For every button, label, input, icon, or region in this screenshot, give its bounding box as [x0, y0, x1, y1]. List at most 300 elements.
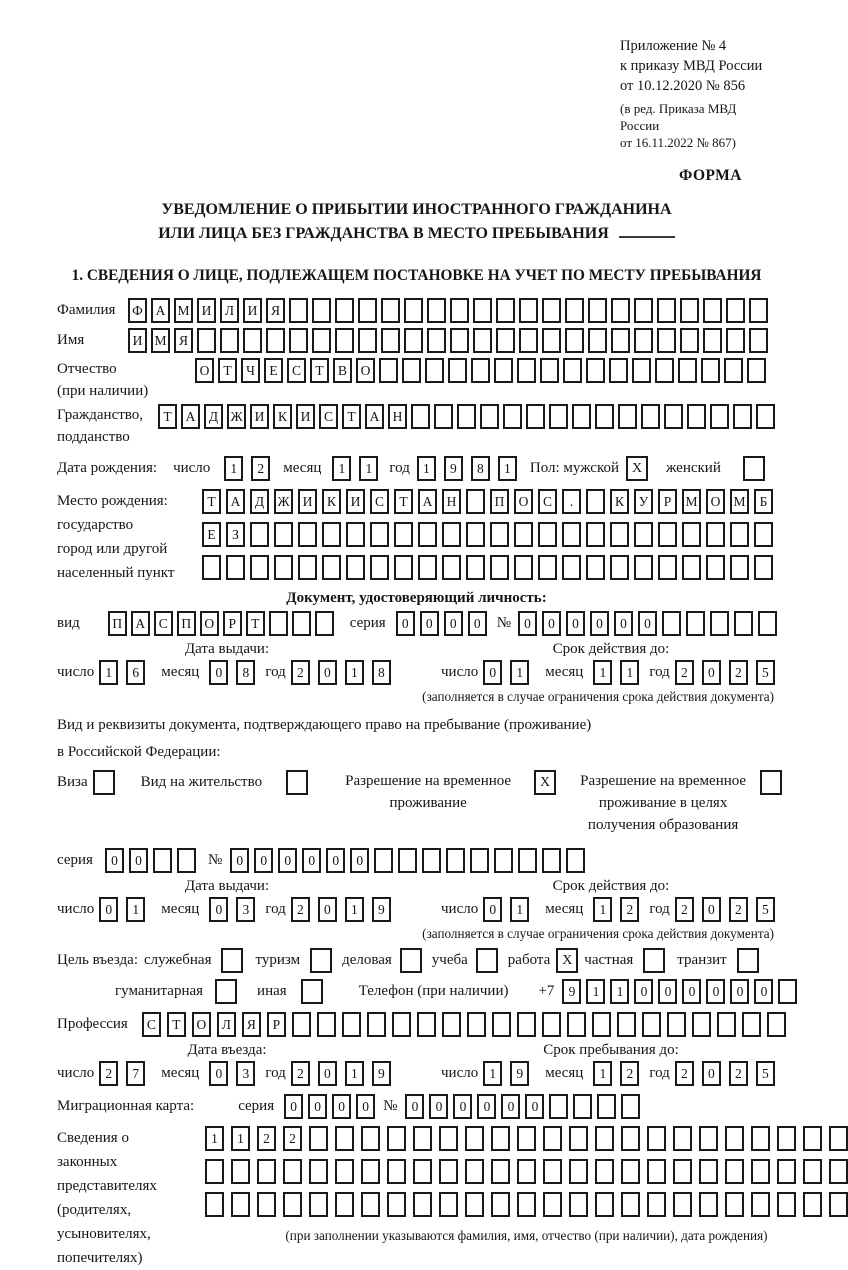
char-box[interactable]: [518, 848, 537, 873]
char-box[interactable]: [586, 358, 605, 383]
char-box[interactable]: 0: [614, 611, 633, 636]
char-box[interactable]: О: [356, 358, 375, 383]
char-box[interactable]: [494, 848, 513, 873]
char-box[interactable]: П: [108, 611, 127, 636]
char-box[interactable]: [335, 1159, 354, 1184]
char-box[interactable]: [634, 328, 653, 353]
char-box[interactable]: [322, 555, 341, 580]
char-box[interactable]: [621, 1094, 640, 1119]
char-box[interactable]: [673, 1126, 692, 1151]
char-box[interactable]: [317, 1012, 336, 1037]
char-box[interactable]: [394, 555, 413, 580]
char-box[interactable]: [473, 298, 492, 323]
char-box[interactable]: [647, 1126, 666, 1151]
char-box[interactable]: [446, 848, 465, 873]
char-box[interactable]: 1: [586, 979, 605, 1004]
char-box[interactable]: [257, 1159, 276, 1184]
char-box[interactable]: [457, 404, 476, 429]
char-box[interactable]: [519, 328, 538, 353]
char-box[interactable]: [565, 328, 584, 353]
char-box[interactable]: [361, 1192, 380, 1217]
char-box[interactable]: [480, 404, 499, 429]
char-box[interactable]: [655, 358, 674, 383]
char-box[interactable]: 2: [729, 660, 748, 685]
char-box[interactable]: 1: [126, 897, 145, 922]
char-box[interactable]: [566, 848, 585, 873]
char-box[interactable]: 2: [291, 1061, 310, 1086]
char-box[interactable]: А: [418, 489, 437, 514]
char-box[interactable]: [710, 611, 729, 636]
char-box[interactable]: [778, 979, 797, 1004]
char-box[interactable]: 1: [593, 897, 612, 922]
char-box[interactable]: Ж: [227, 404, 246, 429]
char-box[interactable]: [514, 522, 533, 547]
char-box[interactable]: [418, 522, 437, 547]
char-box[interactable]: Р: [223, 611, 242, 636]
char-box[interactable]: Е: [264, 358, 283, 383]
char-box[interactable]: 0: [658, 979, 677, 1004]
char-box[interactable]: [562, 555, 581, 580]
char-box[interactable]: 2: [283, 1126, 302, 1151]
char-box[interactable]: И: [298, 489, 317, 514]
char-box[interactable]: [387, 1192, 406, 1217]
char-box[interactable]: [367, 1012, 386, 1037]
char-box[interactable]: [829, 1159, 848, 1184]
char-box[interactable]: 2: [251, 456, 270, 481]
char-box[interactable]: У: [634, 489, 653, 514]
purpose-study-checkbox[interactable]: [476, 948, 498, 973]
char-box[interactable]: 5: [756, 897, 775, 922]
char-box[interactable]: [250, 522, 269, 547]
char-box[interactable]: 0: [566, 611, 585, 636]
char-box[interactable]: [404, 328, 423, 353]
char-box[interactable]: [595, 1159, 614, 1184]
char-box[interactable]: Н: [442, 489, 461, 514]
char-box[interactable]: 9: [510, 1061, 529, 1086]
char-box[interactable]: [226, 555, 245, 580]
char-box[interactable]: 1: [610, 979, 629, 1004]
char-box[interactable]: [427, 298, 446, 323]
char-box[interactable]: [632, 358, 651, 383]
char-box[interactable]: М: [730, 489, 749, 514]
char-box[interactable]: 0: [702, 897, 721, 922]
char-box[interactable]: 9: [444, 456, 463, 481]
char-box[interactable]: [538, 522, 557, 547]
char-box[interactable]: 1: [205, 1126, 224, 1151]
char-box[interactable]: [611, 328, 630, 353]
char-box[interactable]: [292, 1012, 311, 1037]
char-box[interactable]: [312, 298, 331, 323]
char-box[interactable]: [491, 1159, 510, 1184]
char-box[interactable]: [439, 1159, 458, 1184]
char-box[interactable]: А: [131, 611, 150, 636]
char-box[interactable]: [346, 555, 365, 580]
char-box[interactable]: 0: [209, 1061, 228, 1086]
char-box[interactable]: [387, 1126, 406, 1151]
char-box[interactable]: [422, 848, 441, 873]
char-box[interactable]: 3: [236, 1061, 255, 1086]
char-box[interactable]: [398, 848, 417, 873]
char-box[interactable]: 0: [99, 897, 118, 922]
char-box[interactable]: [569, 1192, 588, 1217]
char-box[interactable]: [777, 1159, 796, 1184]
char-box[interactable]: Р: [267, 1012, 286, 1037]
char-box[interactable]: 0: [405, 1094, 424, 1119]
char-box[interactable]: [442, 1012, 461, 1037]
char-box[interactable]: [667, 1012, 686, 1037]
char-box[interactable]: 0: [318, 1061, 337, 1086]
residence-permit-checkbox[interactable]: [286, 770, 308, 795]
char-box[interactable]: Т: [158, 404, 177, 429]
char-box[interactable]: Т: [167, 1012, 186, 1037]
char-box[interactable]: 0: [356, 1094, 375, 1119]
char-box[interactable]: [491, 1192, 510, 1217]
char-box[interactable]: [592, 1012, 611, 1037]
char-box[interactable]: 2: [675, 1061, 694, 1086]
char-box[interactable]: 0: [682, 979, 701, 1004]
char-box[interactable]: 0: [302, 848, 321, 873]
char-box[interactable]: [517, 1126, 536, 1151]
char-box[interactable]: П: [490, 489, 509, 514]
char-box[interactable]: [699, 1126, 718, 1151]
char-box[interactable]: [678, 358, 697, 383]
char-box[interactable]: [370, 522, 389, 547]
char-box[interactable]: 2: [729, 1061, 748, 1086]
char-box[interactable]: [751, 1159, 770, 1184]
char-box[interactable]: А: [365, 404, 384, 429]
char-box[interactable]: [747, 358, 766, 383]
char-box[interactable]: [647, 1159, 666, 1184]
char-box[interactable]: [542, 298, 561, 323]
char-box[interactable]: [450, 298, 469, 323]
char-box[interactable]: [315, 611, 334, 636]
purpose-tourism-checkbox[interactable]: [310, 948, 332, 973]
char-box[interactable]: [673, 1159, 692, 1184]
char-box[interactable]: [634, 555, 653, 580]
char-box[interactable]: 0: [706, 979, 725, 1004]
char-box[interactable]: [425, 358, 444, 383]
char-box[interactable]: [490, 522, 509, 547]
visa-checkbox[interactable]: [93, 770, 115, 795]
char-box[interactable]: [517, 1159, 536, 1184]
char-box[interactable]: [829, 1192, 848, 1217]
char-box[interactable]: [322, 522, 341, 547]
char-box[interactable]: [496, 298, 515, 323]
char-box[interactable]: Т: [310, 358, 329, 383]
char-box[interactable]: П: [177, 611, 196, 636]
char-box[interactable]: [680, 328, 699, 353]
char-box[interactable]: [442, 555, 461, 580]
char-box[interactable]: [611, 298, 630, 323]
char-box[interactable]: 2: [257, 1126, 276, 1151]
char-box[interactable]: 0: [518, 611, 537, 636]
char-box[interactable]: [465, 1192, 484, 1217]
char-box[interactable]: [381, 298, 400, 323]
char-box[interactable]: 2: [99, 1061, 118, 1086]
char-box[interactable]: 0: [429, 1094, 448, 1119]
char-box[interactable]: [439, 1192, 458, 1217]
char-box[interactable]: [519, 298, 538, 323]
char-box[interactable]: О: [514, 489, 533, 514]
char-box[interactable]: [657, 328, 676, 353]
char-box[interactable]: И: [243, 298, 262, 323]
char-box[interactable]: [517, 1192, 536, 1217]
char-box[interactable]: [777, 1126, 796, 1151]
char-box[interactable]: [466, 555, 485, 580]
char-box[interactable]: 8: [372, 660, 391, 685]
char-box[interactable]: 9: [372, 897, 391, 922]
char-box[interactable]: [205, 1192, 224, 1217]
char-box[interactable]: [595, 404, 614, 429]
char-box[interactable]: [335, 328, 354, 353]
char-box[interactable]: [411, 404, 430, 429]
char-box[interactable]: [413, 1192, 432, 1217]
char-box[interactable]: Д: [204, 404, 223, 429]
char-box[interactable]: [588, 298, 607, 323]
char-box[interactable]: 2: [620, 897, 639, 922]
gender-female-checkbox[interactable]: [743, 456, 765, 481]
char-box[interactable]: А: [226, 489, 245, 514]
char-box[interactable]: 0: [754, 979, 773, 1004]
char-box[interactable]: Л: [220, 298, 239, 323]
char-box[interactable]: 0: [254, 848, 273, 873]
char-box[interactable]: [442, 522, 461, 547]
char-box[interactable]: [402, 358, 421, 383]
char-box[interactable]: [617, 1012, 636, 1037]
char-box[interactable]: [706, 555, 725, 580]
char-box[interactable]: 1: [417, 456, 436, 481]
char-box[interactable]: [231, 1159, 250, 1184]
char-box[interactable]: 8: [236, 660, 255, 685]
char-box[interactable]: [680, 298, 699, 323]
char-box[interactable]: [618, 404, 637, 429]
char-box[interactable]: [492, 1012, 511, 1037]
char-box[interactable]: [413, 1159, 432, 1184]
purpose-private-checkbox[interactable]: [643, 948, 665, 973]
char-box[interactable]: [289, 328, 308, 353]
char-box[interactable]: Л: [217, 1012, 236, 1037]
char-box[interactable]: 1: [593, 1061, 612, 1086]
char-box[interactable]: Ф: [128, 298, 147, 323]
char-box[interactable]: С: [154, 611, 173, 636]
char-box[interactable]: 0: [453, 1094, 472, 1119]
char-box[interactable]: [758, 611, 777, 636]
char-box[interactable]: [289, 298, 308, 323]
char-box[interactable]: И: [128, 328, 147, 353]
char-box[interactable]: [418, 555, 437, 580]
char-box[interactable]: [642, 1012, 661, 1037]
char-box[interactable]: 1: [510, 897, 529, 922]
char-box[interactable]: [465, 1126, 484, 1151]
char-box[interactable]: [473, 328, 492, 353]
char-box[interactable]: [662, 611, 681, 636]
char-box[interactable]: [470, 848, 489, 873]
purpose-transit-checkbox[interactable]: [737, 948, 759, 973]
char-box[interactable]: 1: [510, 660, 529, 685]
char-box[interactable]: [563, 358, 582, 383]
char-box[interactable]: М: [151, 328, 170, 353]
char-box[interactable]: [717, 1012, 736, 1037]
char-box[interactable]: З: [226, 522, 245, 547]
char-box[interactable]: .: [562, 489, 581, 514]
char-box[interactable]: [699, 1159, 718, 1184]
char-box[interactable]: 5: [756, 660, 775, 685]
char-box[interactable]: С: [142, 1012, 161, 1037]
char-box[interactable]: [312, 328, 331, 353]
char-box[interactable]: Р: [658, 489, 677, 514]
char-box[interactable]: 1: [359, 456, 378, 481]
char-box[interactable]: [202, 555, 221, 580]
char-box[interactable]: 9: [372, 1061, 391, 1086]
char-box[interactable]: [742, 1012, 761, 1037]
char-box[interactable]: [549, 1094, 568, 1119]
char-box[interactable]: [777, 1192, 796, 1217]
char-box[interactable]: О: [192, 1012, 211, 1037]
char-box[interactable]: Я: [242, 1012, 261, 1037]
char-box[interactable]: И: [197, 298, 216, 323]
char-box[interactable]: [448, 358, 467, 383]
char-box[interactable]: [686, 611, 705, 636]
char-box[interactable]: [274, 522, 293, 547]
char-box[interactable]: [724, 358, 743, 383]
char-box[interactable]: [381, 328, 400, 353]
char-box[interactable]: [197, 328, 216, 353]
char-box[interactable]: [309, 1126, 328, 1151]
char-box[interactable]: 1: [224, 456, 243, 481]
char-box[interactable]: [595, 1192, 614, 1217]
char-box[interactable]: [634, 522, 653, 547]
char-box[interactable]: Н: [388, 404, 407, 429]
char-box[interactable]: [569, 1159, 588, 1184]
char-box[interactable]: [417, 1012, 436, 1037]
char-box[interactable]: [567, 1012, 586, 1037]
char-box[interactable]: [298, 555, 317, 580]
char-box[interactable]: [767, 1012, 786, 1037]
char-box[interactable]: С: [370, 489, 389, 514]
char-box[interactable]: 8: [471, 456, 490, 481]
char-box[interactable]: [701, 358, 720, 383]
char-box[interactable]: 0: [542, 611, 561, 636]
char-box[interactable]: [370, 555, 389, 580]
char-box[interactable]: [292, 611, 311, 636]
char-box[interactable]: [803, 1192, 822, 1217]
char-box[interactable]: Т: [342, 404, 361, 429]
char-box[interactable]: [803, 1159, 822, 1184]
char-box[interactable]: [358, 298, 377, 323]
char-box[interactable]: [586, 489, 605, 514]
char-box[interactable]: 0: [350, 848, 369, 873]
char-box[interactable]: [503, 404, 522, 429]
char-box[interactable]: [682, 555, 701, 580]
char-box[interactable]: [829, 1126, 848, 1151]
char-box[interactable]: 2: [675, 897, 694, 922]
char-box[interactable]: 1: [99, 660, 118, 685]
char-box[interactable]: [664, 404, 683, 429]
char-box[interactable]: [309, 1192, 328, 1217]
char-box[interactable]: К: [610, 489, 629, 514]
char-box[interactable]: [243, 328, 262, 353]
char-box[interactable]: [730, 555, 749, 580]
char-box[interactable]: 0: [634, 979, 653, 1004]
char-box[interactable]: [751, 1192, 770, 1217]
char-box[interactable]: 0: [209, 660, 228, 685]
char-box[interactable]: И: [296, 404, 315, 429]
char-box[interactable]: 3: [236, 897, 255, 922]
char-box[interactable]: [266, 328, 285, 353]
char-box[interactable]: [730, 522, 749, 547]
char-box[interactable]: [394, 522, 413, 547]
purpose-official-checkbox[interactable]: [221, 948, 243, 973]
char-box[interactable]: [361, 1159, 380, 1184]
char-box[interactable]: 1: [231, 1126, 250, 1151]
char-box[interactable]: [673, 1192, 692, 1217]
char-box[interactable]: [647, 1192, 666, 1217]
char-box[interactable]: [621, 1192, 640, 1217]
char-box[interactable]: 0: [501, 1094, 520, 1119]
char-box[interactable]: [490, 555, 509, 580]
char-box[interactable]: 1: [345, 1061, 364, 1086]
char-box[interactable]: 1: [345, 897, 364, 922]
purpose-humanitarian-checkbox[interactable]: [215, 979, 237, 1004]
char-box[interactable]: [439, 1126, 458, 1151]
char-box[interactable]: В: [333, 358, 352, 383]
char-box[interactable]: [634, 298, 653, 323]
char-box[interactable]: [641, 404, 660, 429]
char-box[interactable]: О: [195, 358, 214, 383]
char-box[interactable]: 0: [638, 611, 657, 636]
char-box[interactable]: [413, 1126, 432, 1151]
char-box[interactable]: [725, 1159, 744, 1184]
char-box[interactable]: 2: [291, 660, 310, 685]
char-box[interactable]: [467, 1012, 486, 1037]
char-box[interactable]: С: [538, 489, 557, 514]
char-box[interactable]: Ж: [274, 489, 293, 514]
char-box[interactable]: [496, 328, 515, 353]
char-box[interactable]: [374, 848, 393, 873]
char-box[interactable]: [466, 522, 485, 547]
char-box[interactable]: [517, 1012, 536, 1037]
char-box[interactable]: [434, 404, 453, 429]
char-box[interactable]: О: [706, 489, 725, 514]
temp-permit-edu-checkbox[interactable]: [760, 770, 782, 795]
char-box[interactable]: 0: [702, 1061, 721, 1086]
char-box[interactable]: 0: [477, 1094, 496, 1119]
char-box[interactable]: 0: [444, 611, 463, 636]
char-box[interactable]: 0: [318, 660, 337, 685]
char-box[interactable]: [754, 555, 773, 580]
purpose-work-checkbox[interactable]: X: [556, 948, 578, 973]
char-box[interactable]: М: [174, 298, 193, 323]
char-box[interactable]: [427, 328, 446, 353]
char-box[interactable]: 0: [468, 611, 487, 636]
char-box[interactable]: [565, 298, 584, 323]
char-box[interactable]: [703, 298, 722, 323]
char-box[interactable]: [610, 555, 629, 580]
char-box[interactable]: [283, 1159, 302, 1184]
char-box[interactable]: Т: [202, 489, 221, 514]
char-box[interactable]: 0: [702, 660, 721, 685]
char-box[interactable]: [494, 358, 513, 383]
temp-permit-checkbox[interactable]: X: [534, 770, 556, 795]
char-box[interactable]: [542, 1012, 561, 1037]
char-box[interactable]: 0: [209, 897, 228, 922]
char-box[interactable]: И: [250, 404, 269, 429]
char-box[interactable]: [726, 298, 745, 323]
char-box[interactable]: Б: [754, 489, 773, 514]
char-box[interactable]: [392, 1012, 411, 1037]
char-box[interactable]: [543, 1192, 562, 1217]
char-box[interactable]: 1: [593, 660, 612, 685]
